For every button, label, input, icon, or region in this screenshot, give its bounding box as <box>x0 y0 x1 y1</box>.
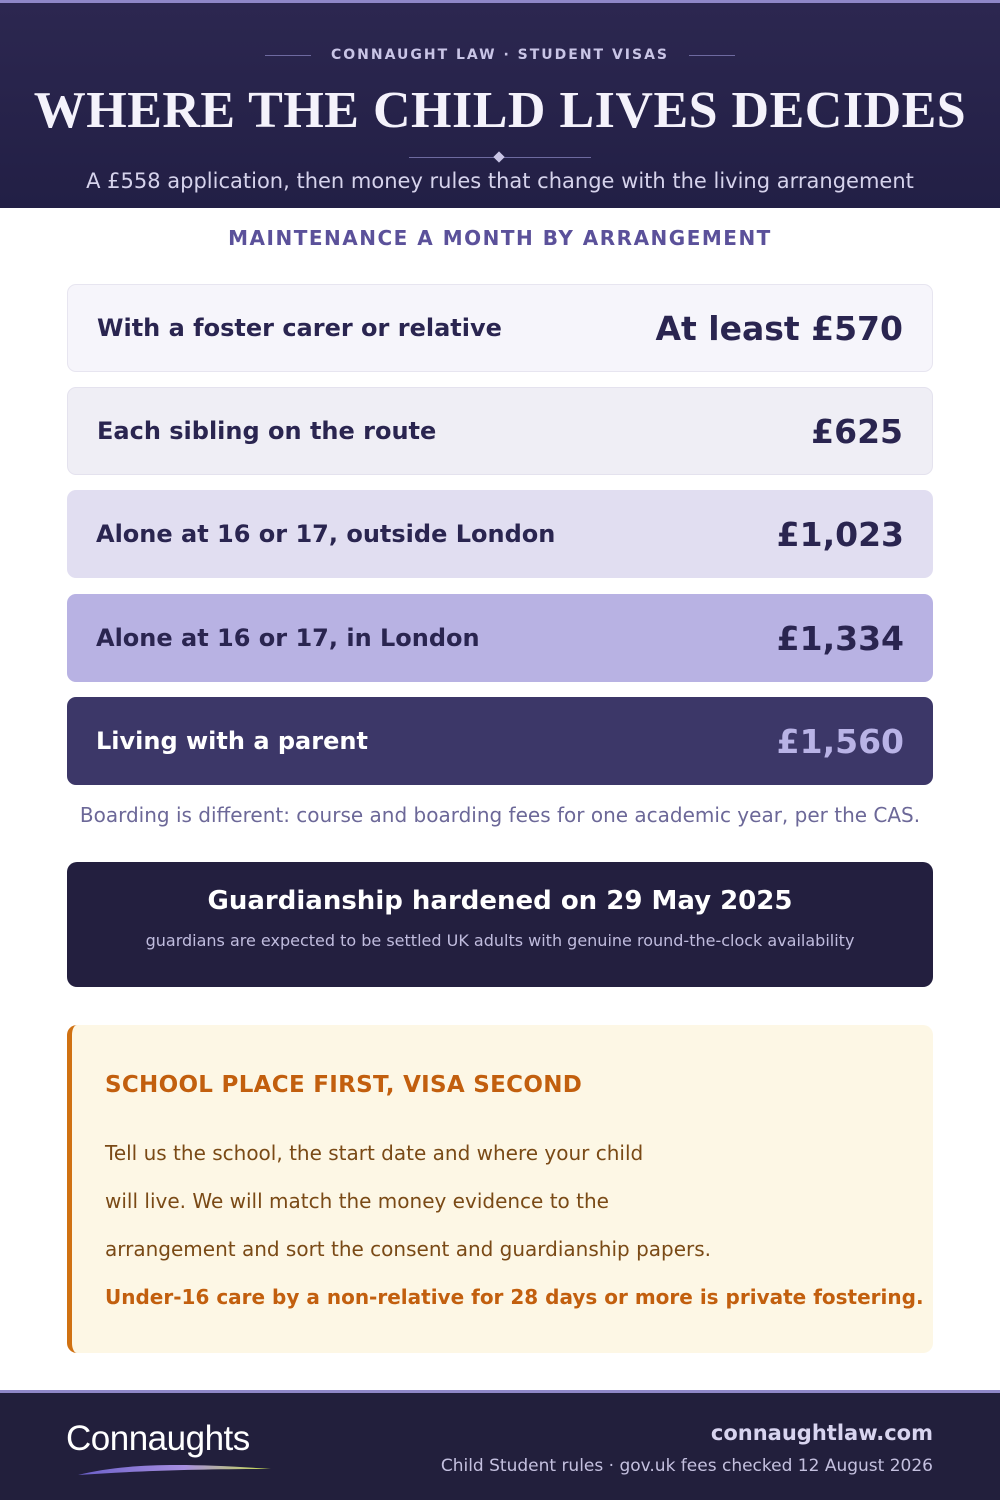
logo-swoosh-icon <box>66 1461 276 1481</box>
tier-amount: £1,560 <box>776 721 904 761</box>
header-subtitle: A £558 application, then money rules that change with the living arrangement <box>86 169 914 193</box>
logo-wordmark: Connaughts <box>66 1419 250 1458</box>
maintenance-heading: MAINTENANCE A MONTH BY ARRANGEMENT <box>228 226 772 250</box>
tier-amount: £1,023 <box>776 514 904 554</box>
tier-amount: £1,334 <box>776 618 904 658</box>
guardianship-title: Guardianship hardened on 29 May 2025 <box>207 886 793 916</box>
tier-label: Alone at 16 or 17, in London <box>96 624 480 652</box>
eyebrow-rule-right <box>689 55 735 56</box>
cta-body-line: will live. We will match the money evidence to the <box>105 1189 609 1213</box>
tier-alone-outside-london <box>67 490 933 578</box>
page-footer <box>0 1390 1000 1500</box>
eyebrow-row <box>0 47 1000 63</box>
header-eyebrow: CONNAUGHT LAW · STUDENT VISAS <box>330 47 670 63</box>
tier-label: Alone at 16 or 17, outside London <box>96 520 556 548</box>
diamond-icon <box>493 151 504 162</box>
cta-body-line: Tell us the school, the start date and where your child <box>105 1141 644 1165</box>
tier-label: With a foster carer or relative <box>97 314 502 342</box>
tier-foster-carer <box>67 284 933 372</box>
footer-url-link[interactable]: connaughtlaw.com <box>710 1421 933 1445</box>
guardianship-subtitle: guardians are expected to be settled UK adults with genuine round-the-clock availability <box>145 931 855 950</box>
page-title: WHERE THE CHILD LIVES DECIDES <box>33 82 967 139</box>
tier-amount: At least £570 <box>655 308 903 348</box>
tier-alone-in-london <box>67 594 933 682</box>
cta-body-line: arrangement and sort the consent and guardianship papers. <box>105 1237 712 1261</box>
cta-panel <box>67 1025 933 1353</box>
private-fostering-note: Under-16 care by a non-relative for 28 days or more is private fostering. <box>105 1285 924 1309</box>
cta-heading: SCHOOL PLACE FIRST, VISA SECOND <box>105 1072 583 1098</box>
tier-with-parent <box>67 697 933 785</box>
tier-label: Living with a parent <box>96 727 368 755</box>
eyebrow-rule-left <box>265 55 311 56</box>
tier-amount: £625 <box>811 411 903 451</box>
title-divider <box>409 153 591 163</box>
tier-label: Each sibling on the route <box>97 417 437 445</box>
connaughts-logo[interactable] <box>66 1419 286 1479</box>
guardianship-banner <box>67 862 933 987</box>
tier-sibling <box>67 387 933 475</box>
page-header <box>0 0 1000 208</box>
footer-meta: Child Student rules · gov.uk fees checked 12 August 2026 <box>440 1456 933 1476</box>
cta-body <box>105 1129 725 1273</box>
boarding-note: Boarding is different: course and boarding fees for one academic year, per the CAS. <box>79 803 921 827</box>
